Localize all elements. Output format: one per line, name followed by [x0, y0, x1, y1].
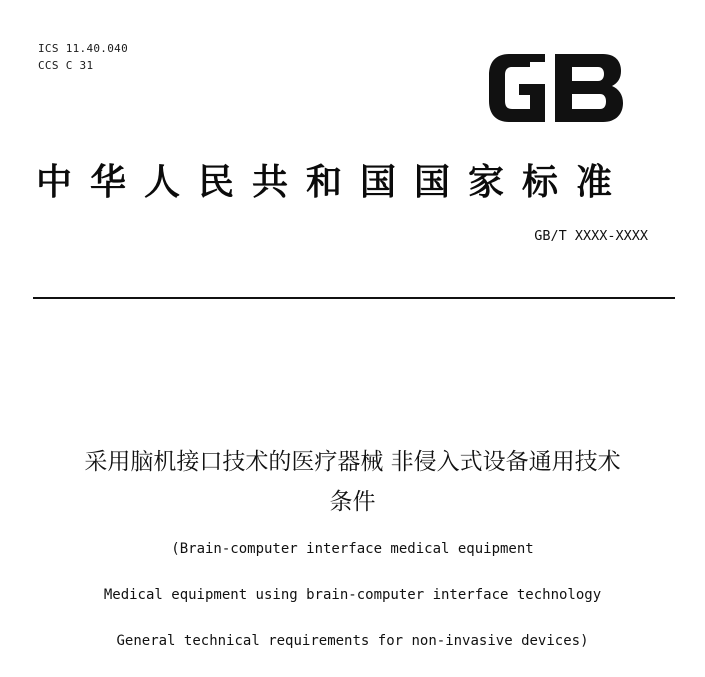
english-title-line-2: Medical equipment using brain-computer interface technology [103, 587, 602, 603]
classification-codes [38, 40, 128, 74]
ics-code: ICS 11.40.040 [38, 42, 128, 55]
english-title-line-1: (Brain-computer interface medical equipment [171, 541, 534, 557]
english-document-title [0, 539, 705, 677]
standard-number: GB/T XXXX-XXXX [534, 228, 648, 244]
ccs-code: CCS C 31 [38, 59, 94, 72]
gb-logo [483, 48, 628, 128]
chinese-title-line-1: 采用脑机接口技术的医疗器械 非侵入式设备通用技术 [84, 449, 621, 475]
standard-title: 中华人民共和国国家标准 [36, 161, 631, 203]
english-title-line-3: General technical requirements for non-invasive devices) [116, 633, 589, 649]
header-divider [33, 297, 675, 299]
chinese-document-title [20, 442, 685, 522]
gb-logo-icon [483, 48, 628, 128]
chinese-title-line-2: 条件 [329, 489, 376, 515]
